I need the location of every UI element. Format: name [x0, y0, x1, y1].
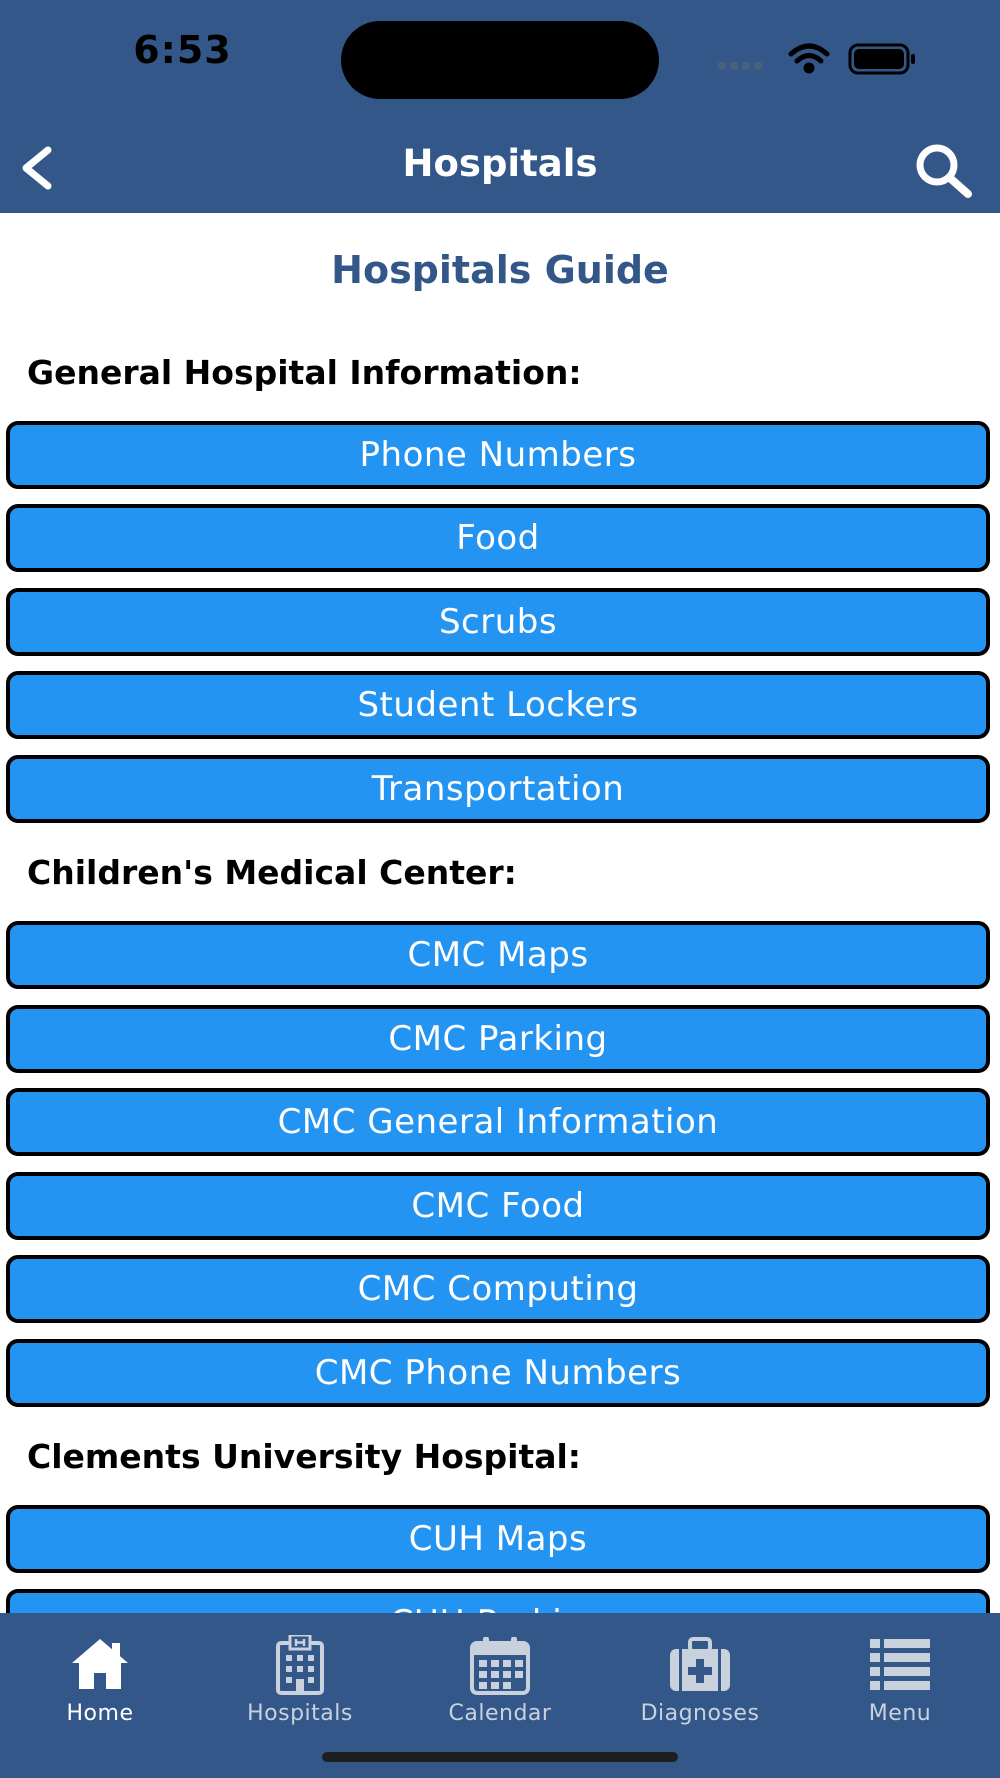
section-heading-cuh: Clements University Hospital: [27, 1437, 581, 1476]
transportation-button[interactable]: Transportation [6, 755, 990, 823]
status-time: 6:53 [133, 28, 232, 72]
tab-home[interactable] [0, 1613, 200, 1733]
tab-label: Home [66, 1701, 134, 1726]
search-icon [912, 140, 978, 200]
status-icons [715, 40, 920, 80]
section-heading-general: General Hospital Information: [27, 353, 582, 392]
tab-label: Hospitals [247, 1701, 353, 1726]
list-menu-icon [868, 1635, 932, 1695]
section-heading-cmc: Children's Medical Center: [27, 853, 517, 892]
cmc-parking-button[interactable]: CMC Parking [6, 1005, 990, 1073]
tab-label: Menu [868, 1701, 932, 1726]
top-bar [0, 0, 1000, 213]
battery-icon [850, 45, 915, 73]
nav-title: Hospitals [402, 142, 598, 185]
calendar-icon [468, 1635, 532, 1695]
cellular-signal-icon [718, 62, 762, 70]
student-lockers-button[interactable]: Student Lockers [6, 671, 990, 739]
phone-numbers-button[interactable]: Phone Numbers [6, 421, 990, 489]
tab-label: Diagnoses [640, 1701, 760, 1726]
tab-hospitals[interactable] [200, 1613, 400, 1733]
tab-label: Calendar [448, 1701, 552, 1726]
page-title: Hospitals Guide [331, 248, 669, 292]
chevron-left-icon [14, 140, 64, 196]
hospital-building-icon [268, 1635, 332, 1695]
scrubs-button[interactable]: Scrubs [6, 588, 990, 656]
tab-diagnoses[interactable] [600, 1613, 800, 1733]
cmc-general-information-button[interactable]: CMC General Information [6, 1088, 990, 1156]
cmc-computing-button[interactable]: CMC Computing [6, 1255, 990, 1323]
cuh-maps-button[interactable]: CUH Maps [6, 1505, 990, 1573]
home-icon [68, 1635, 132, 1695]
cmc-food-button[interactable]: CMC Food [6, 1172, 990, 1240]
dynamic-island [341, 21, 659, 99]
home-indicator [322, 1752, 678, 1762]
search-button[interactable] [912, 140, 978, 200]
medical-kit-icon [668, 1635, 732, 1695]
cmc-phone-numbers-button[interactable]: CMC Phone Numbers [6, 1339, 990, 1407]
tab-calendar[interactable] [400, 1613, 600, 1733]
cmc-maps-button[interactable]: CMC Maps [6, 921, 990, 989]
wifi-icon [791, 46, 827, 71]
back-button[interactable] [14, 140, 64, 196]
tab-menu[interactable] [800, 1613, 1000, 1733]
food-button[interactable]: Food [6, 504, 990, 572]
